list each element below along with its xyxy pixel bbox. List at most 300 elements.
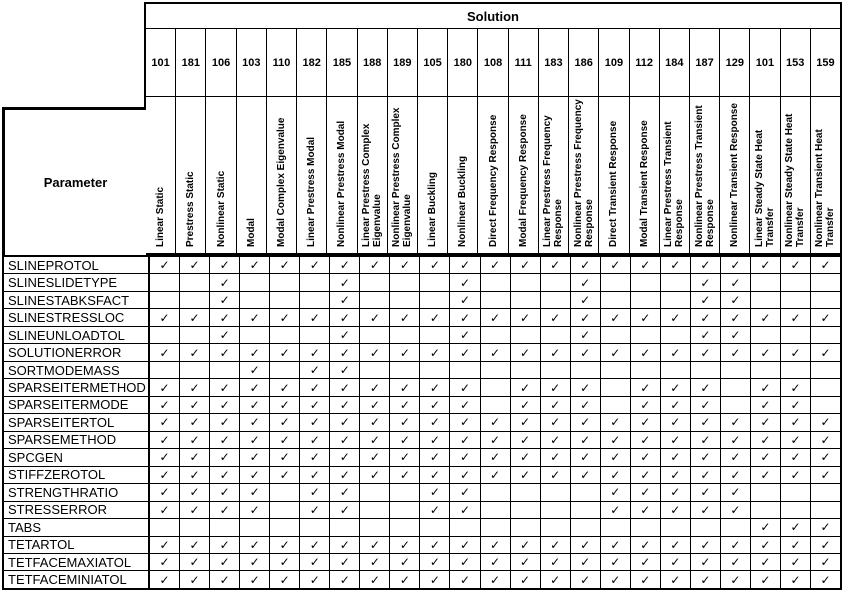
solution-type-label: Nonlinear Transient Heat Transfer xyxy=(814,129,837,247)
table-row xyxy=(4,571,840,587)
empty-cell xyxy=(541,292,571,308)
check-cell: ✓ xyxy=(360,467,390,483)
check-cell: ✓ xyxy=(270,257,300,273)
check-cell: ✓ xyxy=(150,309,180,325)
check-cell: ✓ xyxy=(781,449,811,465)
solution-type-label: Direct Transient Response xyxy=(608,120,620,247)
check-cell: ✓ xyxy=(210,432,240,448)
check-cell: ✓ xyxy=(601,257,631,273)
solution-type-cell-0 xyxy=(146,97,176,253)
check-cell: ✓ xyxy=(420,257,450,273)
check-cell: ✓ xyxy=(661,554,691,570)
check-cell: ✓ xyxy=(661,309,691,325)
solution-type-label: Modal Frequency Response xyxy=(517,114,529,247)
check-cell: ✓ xyxy=(390,537,420,553)
check-cell: ✓ xyxy=(751,257,781,273)
check-cell: ✓ xyxy=(210,327,240,343)
check-cell: ✓ xyxy=(210,344,240,360)
check-cell: ✓ xyxy=(330,274,360,290)
empty-cell xyxy=(811,274,840,290)
check-cell: ✓ xyxy=(751,344,781,360)
check-cell: ✓ xyxy=(631,414,661,430)
check-cell: ✓ xyxy=(820,467,831,482)
check-cell: ✓ xyxy=(210,537,240,553)
empty-cell xyxy=(270,362,300,378)
check-cell: ✓ xyxy=(631,397,661,413)
check-cell: ✓ xyxy=(180,309,210,325)
empty-cell xyxy=(240,519,270,535)
empty-cell xyxy=(601,519,631,535)
solution-number-3: 103 xyxy=(237,29,267,96)
check-cell: ✓ xyxy=(270,397,300,413)
check-cell: ✓ xyxy=(571,414,601,430)
check-cell: ✓ xyxy=(661,379,691,395)
solution-type-cell-9 xyxy=(418,97,448,253)
check-cell: ✓ xyxy=(751,537,781,553)
check-cell: ✓ xyxy=(180,467,210,483)
empty-cell xyxy=(511,519,541,535)
check-cell: ✓ xyxy=(300,309,330,325)
empty-cell xyxy=(481,327,511,343)
empty-cell xyxy=(631,292,661,308)
check-cell: ✓ xyxy=(541,257,571,273)
empty-cell xyxy=(420,362,450,378)
check-cell: ✓ xyxy=(601,414,631,430)
check-cell: ✓ xyxy=(661,414,691,430)
solution-type-label: Modal Transient Response xyxy=(638,120,650,247)
empty-cell xyxy=(390,502,420,518)
table-row xyxy=(4,484,840,501)
solution-type-label: Prestress Static xyxy=(185,171,197,247)
empty-cell xyxy=(811,292,840,308)
empty-cell xyxy=(450,362,480,378)
empty-cell xyxy=(270,484,300,500)
solution-number-11: 108 xyxy=(478,29,508,96)
check-cell: ✓ xyxy=(820,432,831,447)
check-cell: ✓ xyxy=(330,292,360,308)
solution-number-5: 182 xyxy=(297,29,327,96)
empty-cell xyxy=(390,362,420,378)
check-cell: ✓ xyxy=(330,397,360,413)
check-cell: ✓ xyxy=(390,449,420,465)
solution-number-0: 101 xyxy=(146,29,176,96)
solution-header-row xyxy=(146,4,840,29)
check-cell: ✓ xyxy=(571,467,601,483)
check-cell: ✓ xyxy=(330,309,360,325)
check-cell: ✓ xyxy=(691,467,721,483)
check-cell: ✓ xyxy=(481,537,511,553)
empty-cell xyxy=(751,292,781,308)
empty-cell xyxy=(541,502,571,518)
check-cell: ✓ xyxy=(781,537,811,553)
check-cell: ✓ xyxy=(420,484,450,500)
check-cell: ✓ xyxy=(661,397,691,413)
check-cell: ✓ xyxy=(210,554,240,570)
check-cell: ✓ xyxy=(691,257,721,273)
empty-cell xyxy=(601,292,631,308)
empty-cell xyxy=(751,484,781,500)
solution-type-cell-2 xyxy=(206,97,236,253)
check-cell: ✓ xyxy=(150,344,180,360)
check-cell: ✓ xyxy=(210,414,240,430)
empty-cell xyxy=(270,292,300,308)
check-cell: ✓ xyxy=(721,502,751,518)
check-cell: ✓ xyxy=(150,484,180,500)
empty-cell xyxy=(360,484,390,500)
check-cell: ✓ xyxy=(781,414,811,430)
check-cell: ✓ xyxy=(390,397,420,413)
check-cell: ✓ xyxy=(450,274,480,290)
check-cell: ✓ xyxy=(300,362,330,378)
check-cell: ✓ xyxy=(820,537,831,552)
check-cell: ✓ xyxy=(240,502,270,518)
solution-type-cell-4 xyxy=(267,97,297,253)
solution-number-20: 101 xyxy=(750,29,780,96)
solution-type-cell-20 xyxy=(750,97,780,253)
table-row xyxy=(4,414,840,431)
check-cell: ✓ xyxy=(661,571,691,587)
empty-cell xyxy=(721,379,751,395)
empty-cell xyxy=(781,292,811,308)
check-cell: ✓ xyxy=(511,309,541,325)
check-cell: ✓ xyxy=(330,379,360,395)
solution-number-22: 159 xyxy=(816,56,835,69)
solution-type-cell-18 xyxy=(690,97,720,253)
check-cell: ✓ xyxy=(571,327,601,343)
check-cell: ✓ xyxy=(300,414,330,430)
check-cell: ✓ xyxy=(330,571,360,587)
solution-type-cell-22 xyxy=(811,97,840,253)
check-cell: ✓ xyxy=(270,309,300,325)
empty-cell xyxy=(330,519,360,535)
check-cell: ✓ xyxy=(781,571,811,587)
check-cell: ✓ xyxy=(781,467,811,483)
check-cell: ✓ xyxy=(691,432,721,448)
check-cell: ✓ xyxy=(571,537,601,553)
check-cell: ✓ xyxy=(751,554,781,570)
solution-number-13: 183 xyxy=(539,29,569,96)
empty-cell xyxy=(811,327,840,343)
check-cell: ✓ xyxy=(511,571,541,587)
check-cell: ✓ xyxy=(150,554,180,570)
empty-cell xyxy=(631,327,661,343)
check-cell: ✓ xyxy=(390,309,420,325)
check-cell: ✓ xyxy=(270,537,300,553)
solution-number-19: 129 xyxy=(720,29,750,96)
check-cell: ✓ xyxy=(330,362,360,378)
check-cell: ✓ xyxy=(661,484,691,500)
empty-cell xyxy=(270,519,300,535)
empty-cell xyxy=(360,519,390,535)
empty-cell xyxy=(511,274,541,290)
check-cell: ✓ xyxy=(601,432,631,448)
empty-cell xyxy=(631,519,661,535)
empty-cell xyxy=(781,484,811,500)
empty-cell xyxy=(571,484,601,500)
check-cell: ✓ xyxy=(601,571,631,587)
check-cell: ✓ xyxy=(240,432,270,448)
check-cell: ✓ xyxy=(721,449,751,465)
check-cell: ✓ xyxy=(631,537,661,553)
solution-type-label: Nonlinear Prestress Complex Eigenvalue xyxy=(391,107,414,247)
check-cell: ✓ xyxy=(450,344,480,360)
check-cell: ✓ xyxy=(571,344,601,360)
check-cell: ✓ xyxy=(450,571,480,587)
check-cell: ✓ xyxy=(481,257,511,273)
check-cell: ✓ xyxy=(661,449,691,465)
check-cell: ✓ xyxy=(330,327,360,343)
check-cell: ✓ xyxy=(150,449,180,465)
check-cell: ✓ xyxy=(150,397,180,413)
empty-cell xyxy=(360,292,390,308)
check-cell: ✓ xyxy=(721,414,751,430)
parameter-name: TABS xyxy=(4,519,150,535)
check-cell: ✓ xyxy=(270,344,300,360)
check-cell: ✓ xyxy=(601,449,631,465)
solution-number-16: 112 xyxy=(630,29,660,96)
check-cell: ✓ xyxy=(820,520,831,535)
check-cell: ✓ xyxy=(691,554,721,570)
check-cell: ✓ xyxy=(721,432,751,448)
check-cell: ✓ xyxy=(300,467,330,483)
parameter-name: SPARSEITERMODE xyxy=(4,397,150,413)
solution-number-14: 186 xyxy=(569,29,599,96)
check-cell: ✓ xyxy=(360,309,390,325)
empty-cell xyxy=(811,379,840,395)
check-cell: ✓ xyxy=(300,397,330,413)
empty-cell xyxy=(481,519,511,535)
check-cell: ✓ xyxy=(571,397,601,413)
empty-cell xyxy=(150,274,180,290)
check-cell: ✓ xyxy=(360,397,390,413)
empty-cell xyxy=(781,502,811,518)
check-cell: ✓ xyxy=(661,537,691,553)
empty-cell xyxy=(481,362,511,378)
empty-cell xyxy=(511,327,541,343)
empty-cell xyxy=(661,292,691,308)
empty-cell xyxy=(721,362,751,378)
check-cell: ✓ xyxy=(210,502,240,518)
check-cell: ✓ xyxy=(481,449,511,465)
check-cell: ✓ xyxy=(390,554,420,570)
check-cell: ✓ xyxy=(541,397,571,413)
solution-number-6: 185 xyxy=(327,29,357,96)
parameter-name: TETARTOL xyxy=(4,537,150,553)
check-cell: ✓ xyxy=(240,309,270,325)
check-cell: ✓ xyxy=(631,379,661,395)
empty-cell xyxy=(511,362,541,378)
check-cell: ✓ xyxy=(210,484,240,500)
check-cell: ✓ xyxy=(661,502,691,518)
solution-type-label: Linear Steady State Heat Transfer xyxy=(753,129,776,247)
check-cell: ✓ xyxy=(511,344,541,360)
empty-cell xyxy=(180,519,210,535)
empty-cell xyxy=(180,274,210,290)
empty-cell xyxy=(601,379,631,395)
check-cell: ✓ xyxy=(450,379,480,395)
check-cell: ✓ xyxy=(330,467,360,483)
table-row xyxy=(4,554,840,571)
check-cell: ✓ xyxy=(450,467,480,483)
check-cell: ✓ xyxy=(781,379,811,395)
check-cell: ✓ xyxy=(240,344,270,360)
check-cell: ✓ xyxy=(300,344,330,360)
check-cell: ✓ xyxy=(360,257,390,273)
solution-type-label: Nonlinear Prestress Transient Response xyxy=(693,105,716,247)
solution-type-label: Nonlinear Static xyxy=(215,170,227,247)
check-cell: ✓ xyxy=(270,467,300,483)
check-cell: ✓ xyxy=(240,257,270,273)
check-cell: ✓ xyxy=(751,379,781,395)
check-cell: ✓ xyxy=(180,379,210,395)
empty-cell xyxy=(240,292,270,308)
check-cell: ✓ xyxy=(511,432,541,448)
empty-cell xyxy=(180,292,210,308)
check-cell: ✓ xyxy=(240,449,270,465)
check-cell: ✓ xyxy=(450,414,480,430)
solution-type-cell-10 xyxy=(448,97,478,253)
check-cell: ✓ xyxy=(390,344,420,360)
solution-type-cell-11 xyxy=(478,97,508,253)
solution-type-cell-14 xyxy=(569,97,599,253)
empty-cell xyxy=(691,519,721,535)
check-cell: ✓ xyxy=(240,467,270,483)
check-cell: ✓ xyxy=(450,537,480,553)
solution-type-cell-5 xyxy=(297,97,327,253)
solution-number-17: 184 xyxy=(660,29,690,96)
table-row xyxy=(4,257,840,274)
check-cell: ✓ xyxy=(721,467,751,483)
check-cell: ✓ xyxy=(691,327,721,343)
solution-number-row xyxy=(146,29,840,97)
check-cell: ✓ xyxy=(631,467,661,483)
check-cell: ✓ xyxy=(781,397,811,413)
check-cell: ✓ xyxy=(751,449,781,465)
empty-cell xyxy=(240,274,270,290)
check-cell: ✓ xyxy=(571,292,601,308)
solution-number-8: 189 xyxy=(388,29,418,96)
check-cell: ✓ xyxy=(631,571,661,587)
check-cell: ✓ xyxy=(781,519,811,535)
check-cell: ✓ xyxy=(360,571,390,587)
check-cell: ✓ xyxy=(541,344,571,360)
check-cell: ✓ xyxy=(481,571,511,587)
empty-cell xyxy=(390,274,420,290)
check-cell: ✓ xyxy=(751,414,781,430)
empty-cell xyxy=(150,362,180,378)
solution-type-label: Linear Prestress Complex Eigenvalue xyxy=(361,123,384,247)
check-cell: ✓ xyxy=(721,327,751,343)
empty-cell xyxy=(300,274,330,290)
check-cell: ✓ xyxy=(571,274,601,290)
solution-number-10: 180 xyxy=(448,29,478,96)
check-cell: ✓ xyxy=(150,257,180,273)
check-cell: ✓ xyxy=(511,257,541,273)
check-cell: ✓ xyxy=(721,257,751,273)
check-cell: ✓ xyxy=(300,502,330,518)
check-cell: ✓ xyxy=(210,467,240,483)
check-cell: ✓ xyxy=(571,257,601,273)
empty-cell xyxy=(360,327,390,343)
check-cell: ✓ xyxy=(210,397,240,413)
check-cell: ✓ xyxy=(210,274,240,290)
check-cell: ✓ xyxy=(420,432,450,448)
parameter-name: STIFFZEROTOL xyxy=(4,467,150,483)
table-row xyxy=(4,519,840,536)
check-cell: ✓ xyxy=(511,537,541,553)
empty-cell xyxy=(541,327,571,343)
empty-cell xyxy=(150,327,180,343)
solution-number-21: 153 xyxy=(781,29,811,96)
solution-number-2: 106 xyxy=(206,29,236,96)
check-cell: ✓ xyxy=(420,414,450,430)
table-row xyxy=(4,502,840,519)
check-cell: ✓ xyxy=(511,554,541,570)
table-row xyxy=(4,397,840,414)
table-row xyxy=(4,432,840,449)
check-cell: ✓ xyxy=(751,432,781,448)
check-cell: ✓ xyxy=(511,379,541,395)
check-cell: ✓ xyxy=(150,467,180,483)
check-cell: ✓ xyxy=(450,309,480,325)
solution-header-label: Solution xyxy=(467,8,519,24)
empty-cell xyxy=(601,274,631,290)
check-cell: ✓ xyxy=(721,309,751,325)
empty-cell xyxy=(601,327,631,343)
empty-cell xyxy=(781,362,811,378)
check-cell: ✓ xyxy=(420,397,450,413)
solution-type-cell-7 xyxy=(358,97,388,253)
check-cell: ✓ xyxy=(450,257,480,273)
check-cell: ✓ xyxy=(270,432,300,448)
table-row xyxy=(4,292,840,309)
solution-number-15: 109 xyxy=(599,29,629,96)
check-cell: ✓ xyxy=(270,379,300,395)
check-cell: ✓ xyxy=(450,327,480,343)
check-cell: ✓ xyxy=(781,344,811,360)
parameter-name: SPARSEMETHOD xyxy=(4,432,150,448)
solution-number-9: 105 xyxy=(418,29,448,96)
check-cell: ✓ xyxy=(390,571,420,587)
empty-cell xyxy=(300,327,330,343)
empty-cell xyxy=(511,502,541,518)
check-cell: ✓ xyxy=(721,554,751,570)
check-cell: ✓ xyxy=(390,467,420,483)
empty-cell xyxy=(180,362,210,378)
check-cell: ✓ xyxy=(571,571,601,587)
solution-type-label: Linear Buckling xyxy=(427,171,439,247)
check-cell: ✓ xyxy=(330,257,360,273)
parameter-name: STRENGTHRATIO xyxy=(4,484,150,500)
table-row xyxy=(4,449,840,466)
solution-type-cell-17 xyxy=(660,97,690,253)
solution-type-cell-12 xyxy=(509,97,539,253)
check-cell: ✓ xyxy=(691,537,721,553)
check-cell: ✓ xyxy=(631,484,661,500)
solution-type-label: Linear Prestress Frequency Response xyxy=(542,115,565,247)
empty-cell xyxy=(751,362,781,378)
check-cell: ✓ xyxy=(571,449,601,465)
empty-cell xyxy=(811,397,840,413)
check-cell: ✓ xyxy=(781,309,811,325)
check-cell: ✓ xyxy=(180,257,210,273)
empty-cell xyxy=(541,519,571,535)
parameter-name: SPCGEN xyxy=(4,449,150,465)
check-cell: ✓ xyxy=(240,571,270,587)
parameter-name: SOLUTIONERROR xyxy=(4,344,150,360)
check-cell: ✓ xyxy=(601,502,631,518)
empty-cell xyxy=(300,292,330,308)
